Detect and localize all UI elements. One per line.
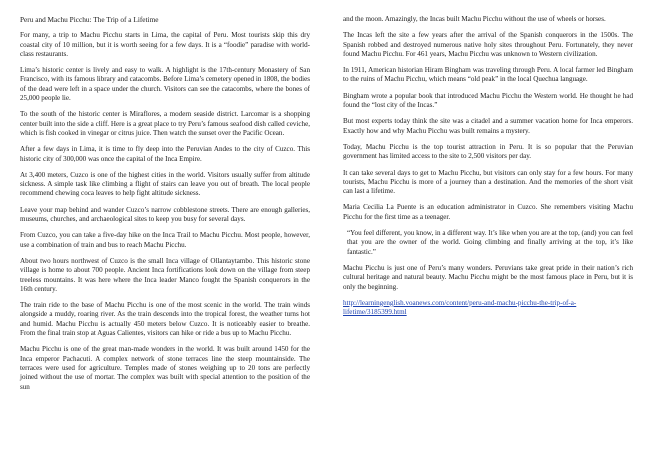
paragraph: Leave your map behind and wander Cuzco’s narrow cobblestone streets. There are enough galleries, museums, churches, and archaeological sites to keep you busy for several days.: [20, 205, 310, 224]
left-column: [20, 15, 310, 399]
paragraph: and the moon. Amazingly, the Incas built Machu Picchu without the use of wheels or horses.: [343, 15, 606, 23]
paragraph: About two hours northwest of Cuzco is the small Inca village of Ollantaytambo. This historic stone village is home to about 700 people. Ancient Inca fortifications look down on the village from steep treeless mountains. It was here where the Inca leader Manco fought the Spanish conquerors in the 16th century.: [20, 256, 310, 293]
paragraph: To the south of the historic center is Miraflores, a modern seaside district. Larcomar is a shopping center built into the side a cliff. Here is a great place to try Peru’s famous seafood dish called ceviche, which is fish cooked in vinegar or citrus juice. Then watch the sunset over the Pacific Ocean.: [20, 110, 310, 137]
paragraph: Machu Picchu is one of the great man-made wonders in the world. It was built around 1450 for the Inca emperor Pachacuti. A complex network of stone terraces line the steep mountainside. The terraces were used for agriculture. Temples made of stones weighing up to 20 tons are perfectly joined without the use of mortar. The complex was built with special attention to the position of the sun: [20, 345, 310, 391]
paragraph: At 3,400 meters, Cuzco is one of the highest cities in the world. Visitors usually suffer from altitude sickness. A simple task like climbing a flight of stairs can leave you out of breath. The local people recommend chewing coca leaves to help fight altitude sickness.: [20, 170, 310, 198]
paragraph: From Cuzco, you can take a five-day hike on the Inca Trail to Machu Picchu. Most people, however, use a combination of train and bus to reach Machu Picchu.: [20, 231, 310, 249]
paragraph: But most experts today think the site was a citadel and a summer vacation home for Inca emperors. Exactly how and why Machu Picchu was built remains a mystery.: [343, 117, 633, 135]
paragraph: After a few days in Lima, it is time to fly deep into the Peruvian Andes to the city of Cuzco. This historic city of 300,000 was once the capital of the Inca Empire.: [20, 145, 310, 163]
paragraph: The train ride to the base of Machu Picchu is one of the most scenic in the world. The train winds alongside a muddy, roaring river. As the train descends into the tropical forest, the weather turns hot and humid. Machu Picchu is actually 450 meters below Cuzco. It is noticeably easier to breathe. From the final train stop at Aguas Calientes, visitors can hike or ride a bus up to Machu Picchu.: [20, 301, 310, 338]
paragraph: Bingham wrote a popular book that introduced Machu Picchu the Western world. He thought he had found the “lost city of the Incas.”: [343, 91, 633, 110]
paragraph: It can take several days to get to Machu Picchu, but visitors can only stay for a few hours. For many tourists, Machu Picchu is more of a journey than a destination. And the memories of the short visit can last a lifetime.: [343, 168, 633, 196]
paragraph: In 1911, American historian Hiram Bingham was traveling through Peru. A local farmer led Bingham to the ruins of Machu Picchu, which means “old peak” in the local Quechua language.: [343, 66, 633, 84]
paragraph: Maria Cecilia La Puente is an education administrator in Cuzco. She remembers visiting Machu Picchu for the first time as a teenager.: [343, 203, 633, 221]
quote-paragraph: “You feel different, you know, in a different way. It’s like when you are at the top, (and) you can feel that you are the owner of the world. Going climbing and finally arriving at the top, it’s like fantastic.”: [347, 229, 633, 256]
paragraph: Today, Machu Picchu is the top tourist attraction in Peru. It is so popular that the Peruvian government has limited access to the site to 2,500 visitors per day.: [343, 142, 633, 161]
source-link-paragraph: [343, 299, 633, 318]
paragraph: The Incas left the site a few years after the arrival of the Spanish conquerors in the 1500s. The Spanish robbed and destroyed numerous native holy sites throughout Peru. Fortunately, they never found Machu Picchu. For 461 years, Machu Picchu was unknown to Western civilization.: [343, 31, 633, 58]
source-link[interactable]: http://learningenglish.voanews.com/content/peru-and-machu-picchu-the-trip-of-a-lifetime/3185399.html: [343, 298, 577, 317]
paragraph: For many, a trip to Machu Picchu starts in Lima, the capital of Peru. Most tourists skip this dry coastal city of 10 million, but it is worth seeing for a few days. It is a “foodie” paradise with world-class restaurants.: [20, 31, 310, 58]
paragraph: Lima’s historic center is lively and easy to walk. A highlight is the 17th-century Monastery of San Francisco, with its famous library and catacombs. Before Lima’s cemetery opened in 1808, the bodies of the dead were left in a space under the church. Visitors can see the catacombs, where the bones of 25,000 people lie.: [20, 66, 310, 103]
paragraph: Machu Picchu is just one of Peru’s many wonders. Peruvians take great pride in their nation’s rich cultural heritage and natural beauty. Machu Picchu might be the most famous place in Peru, but it is only the beginning.: [343, 263, 633, 291]
article-title: Peru and Machu Picchu: The Trip of a Lifetime: [20, 15, 159, 24]
right-column: [343, 15, 633, 324]
